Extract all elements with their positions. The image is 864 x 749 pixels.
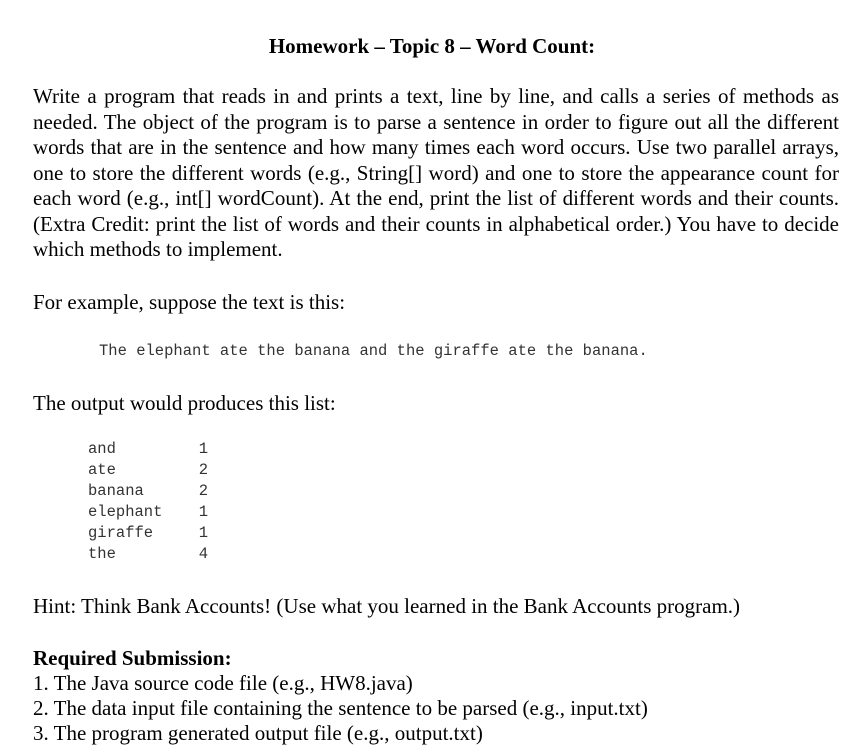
table-row [88,439,208,460]
table-row [88,481,208,502]
count-cell: 4 [198,545,208,563]
word-cell: banana [88,482,144,500]
count-cell: 2 [198,482,208,500]
table-row [88,523,208,544]
submission-item: 1. The Java source code file (e.g., HW8.java) [33,671,413,695]
submission-item: 2. The data input file containing the sentence to be parsed (e.g., input.txt) [33,696,648,720]
word-cell: elephant [88,503,163,521]
page-title: Homework – Topic 8 – Word Count: [268,34,596,58]
table-row [88,502,208,523]
word-cell: and [88,440,116,458]
submission-item: 3. The program generated output file (e.g., output.txt) [33,721,483,745]
example-intro: For example, suppose the text is this: [33,290,346,314]
word-cell: ate [88,461,116,479]
assignment-description: Write a program that reads in and prints a text, line by line, and calls a series of methods as needed. The object of the program is to parse a sentence in order to figure out all the different words that are in the sentence and how many times each word occurs. Use two parallel arrays, one to store the different words (e.g., String[] word) and one to store the appearance count for each word (e.g., int[] wordCount). At the end, print the list of different words and their counts. (Extra Credit: print the list of words and their counts in alphabetical order.) You have to decide which methods to implement. [33,84,839,261]
table-row [88,460,208,481]
word-cell: the [88,545,116,563]
word-cell: giraffe [88,524,154,542]
count-cell: 2 [198,461,208,479]
count-cell: 1 [198,503,208,521]
output-word-count-table [88,439,208,565]
count-cell: 1 [198,524,208,542]
table-row [88,544,208,565]
submission-heading: Required Submission: [33,646,232,670]
hint-text: Hint: Think Bank Accounts! (Use what you learned in the Bank Accounts program.) [33,594,741,618]
example-sentence: The elephant ate the banana and the giraffe ate the banana. [99,342,648,360]
count-cell: 1 [198,440,208,458]
output-intro: The output would produces this list: [33,391,336,415]
